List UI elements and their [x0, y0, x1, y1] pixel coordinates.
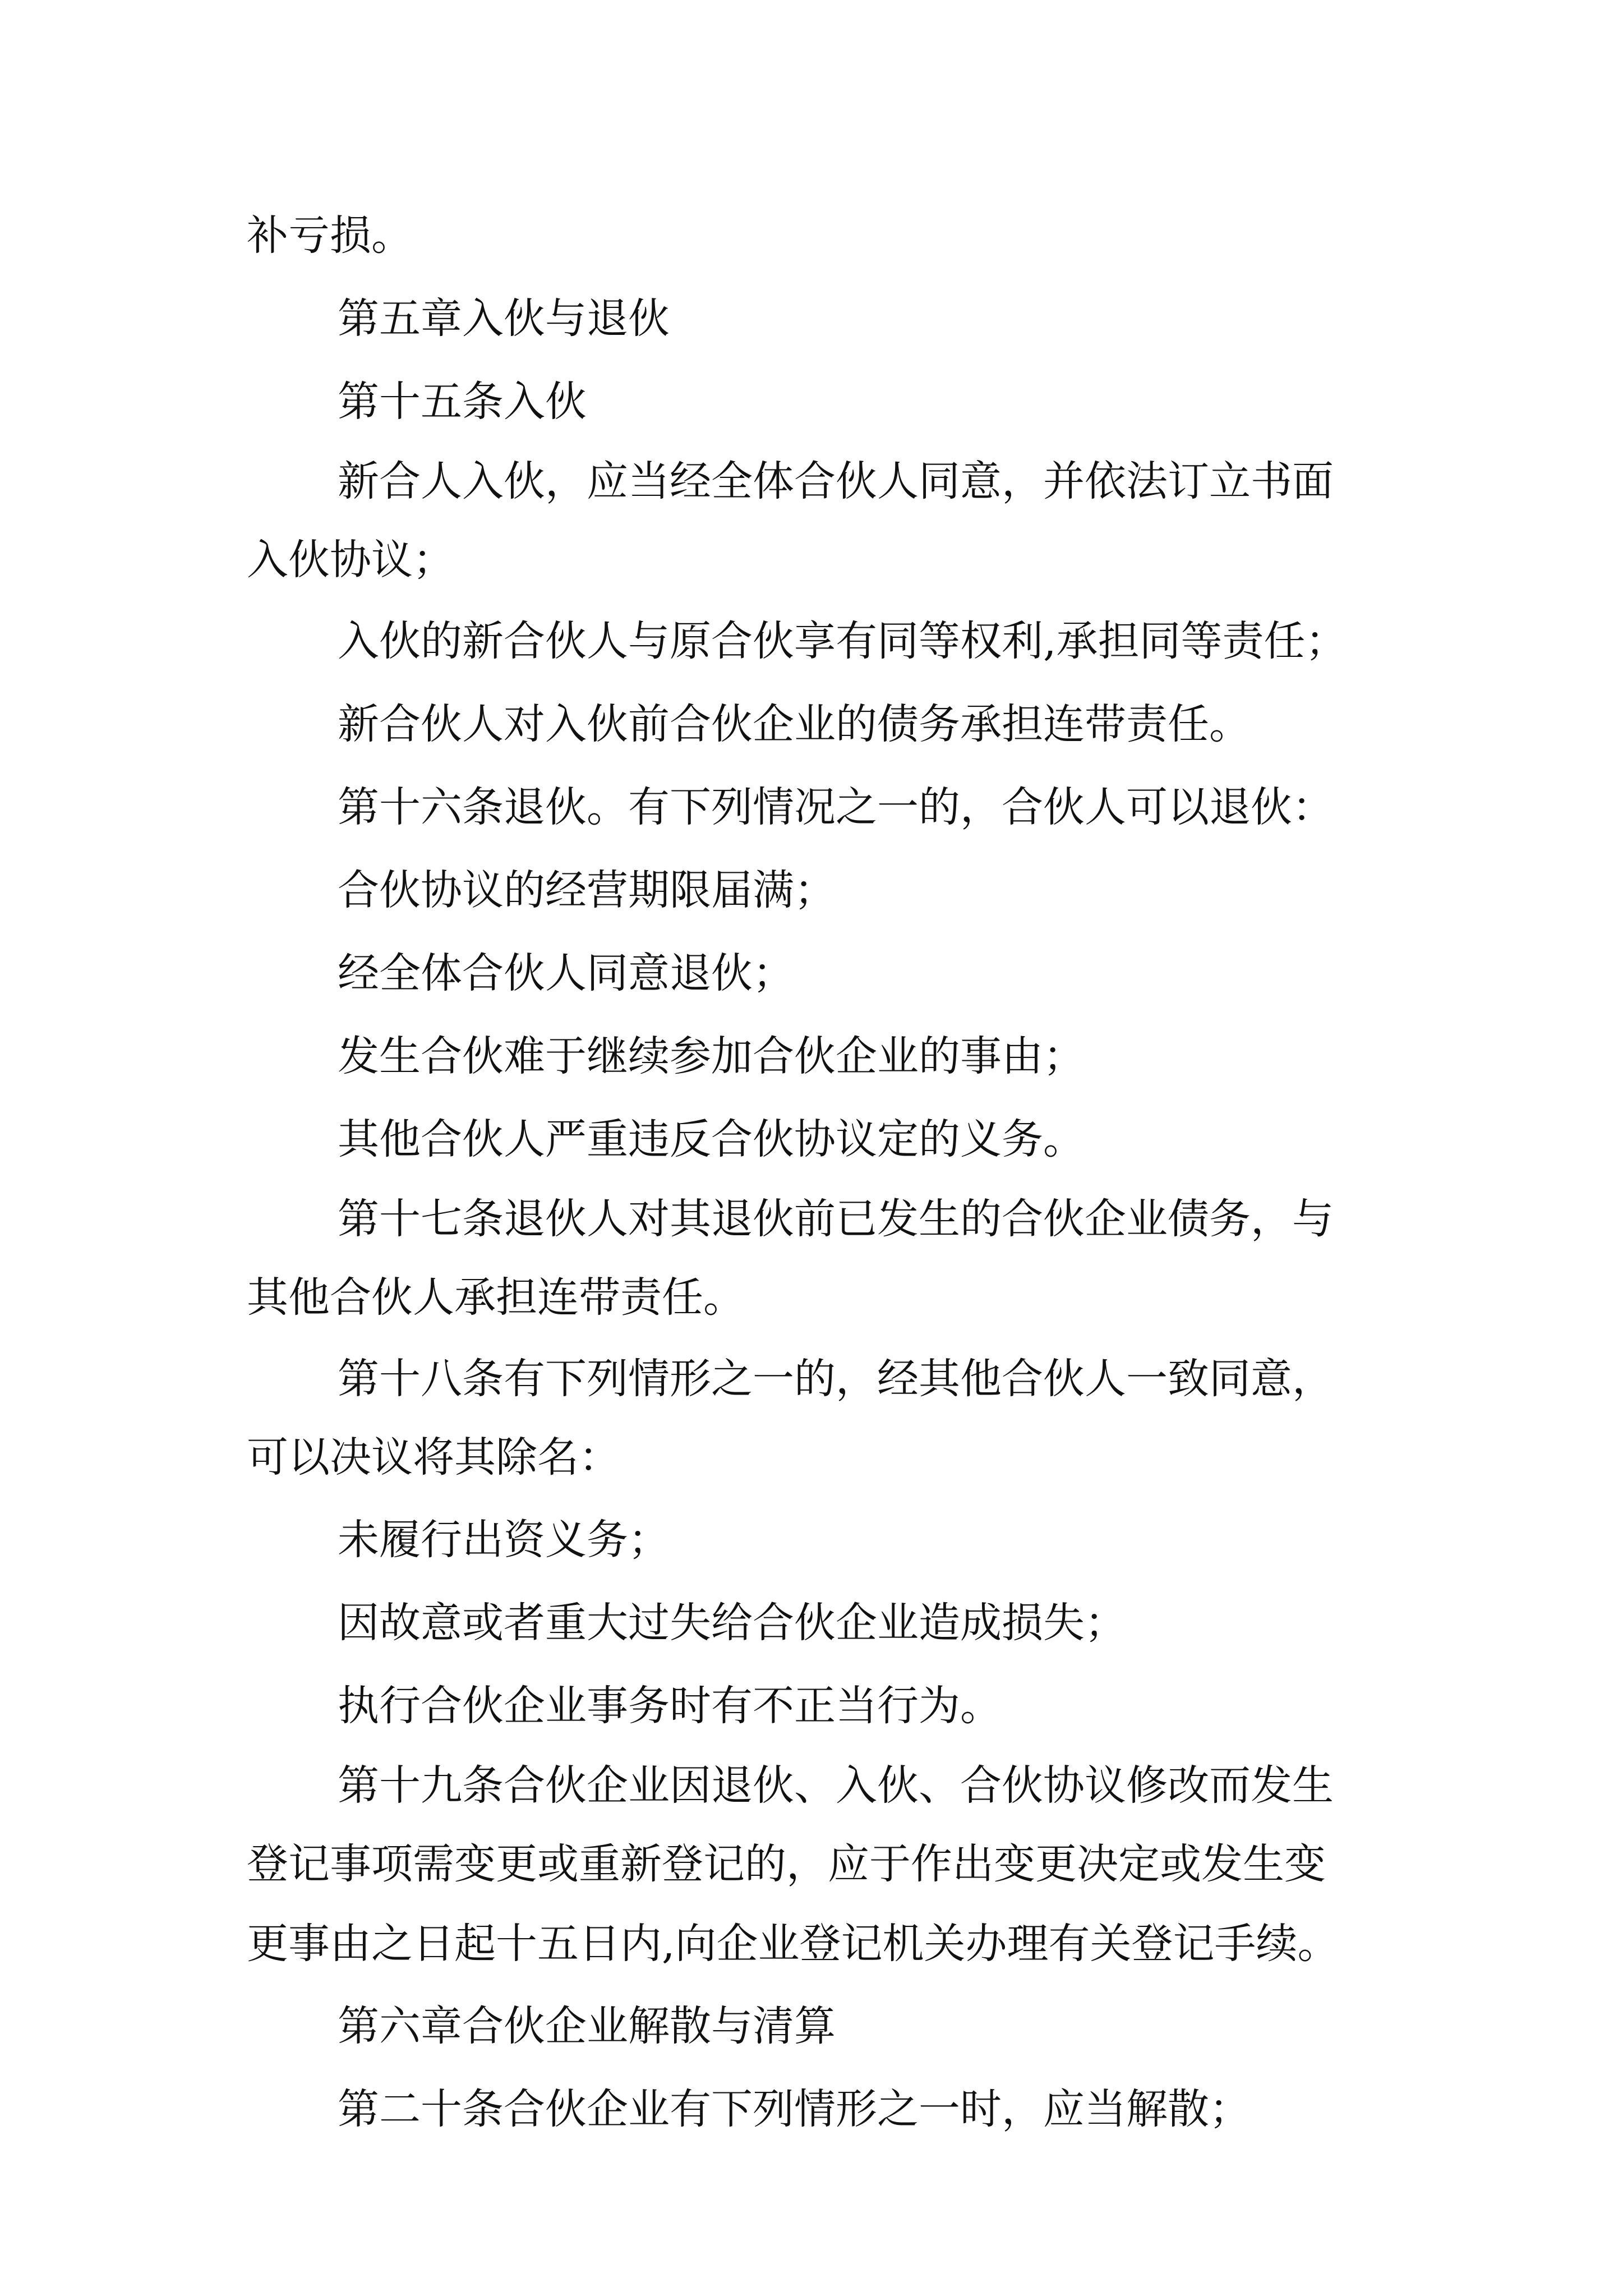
text-line: 其他合伙人严重违反合伙协议定的义务。 — [338, 1115, 1085, 1163]
text-line: 更事由之日起十五日内,向企业登记机关办理有关登记手续。 — [247, 1920, 1339, 1968]
text-line: 其他合伙人承担连带责任。 — [247, 1273, 745, 1322]
text-line: 登记事项需变更或重新登记的，应于作出变更决定或发生变 — [247, 1840, 1326, 1888]
text-line: 合伙协议的经营期限届满； — [338, 866, 836, 914]
text-line: 发生合伙难于继续参加合伙企业的事由； — [338, 1032, 1085, 1080]
text-line: 执行合伙企业事务时有不正当行为。 — [338, 1682, 1002, 1730]
chapter-heading: 第六章合伙企业解散与清算 — [338, 2002, 836, 2050]
text-line: 补亏损。 — [247, 211, 413, 260]
text-line: 第十九条合伙企业因退伙、入伙、合伙协议修改而发生 — [338, 1761, 1334, 1810]
text-line: 未履行出资义务； — [338, 1516, 670, 1564]
text-line: 新合人入伙，应当经全体合伙人同意，并依法订立书面 — [338, 457, 1334, 505]
text-line: 入伙协议； — [247, 536, 454, 584]
article-heading: 第十五条入伙 — [338, 378, 587, 426]
text-line: 新合伙人对入伙前合伙企业的债务承担连带责任。 — [338, 700, 1251, 748]
text-line: 第十七条退伙人对其退伙前已发生的合伙企业债务，与 — [338, 1195, 1334, 1243]
chapter-heading: 第五章入伙与退伙 — [338, 295, 670, 343]
text-line: 第十六条退伙。有下列情况之一的，合伙人可以退伙： — [338, 783, 1334, 831]
text-line: 第二十条合伙企业有下列情形之一时，应当解散； — [338, 2085, 1251, 2133]
text-line: 入伙的新合伙人与原合伙享有同等权利,承担同等责任； — [338, 617, 1347, 665]
text-line: 第十八条有下列情形之一的，经其他合伙人一致同意， — [338, 1355, 1334, 1403]
text-line: 因故意或者重大过失给合伙企业造成损失； — [338, 1599, 1126, 1647]
text-line: 可以决议将其除名： — [247, 1433, 620, 1481]
text-line: 经全体合伙人同意退伙； — [338, 949, 794, 997]
